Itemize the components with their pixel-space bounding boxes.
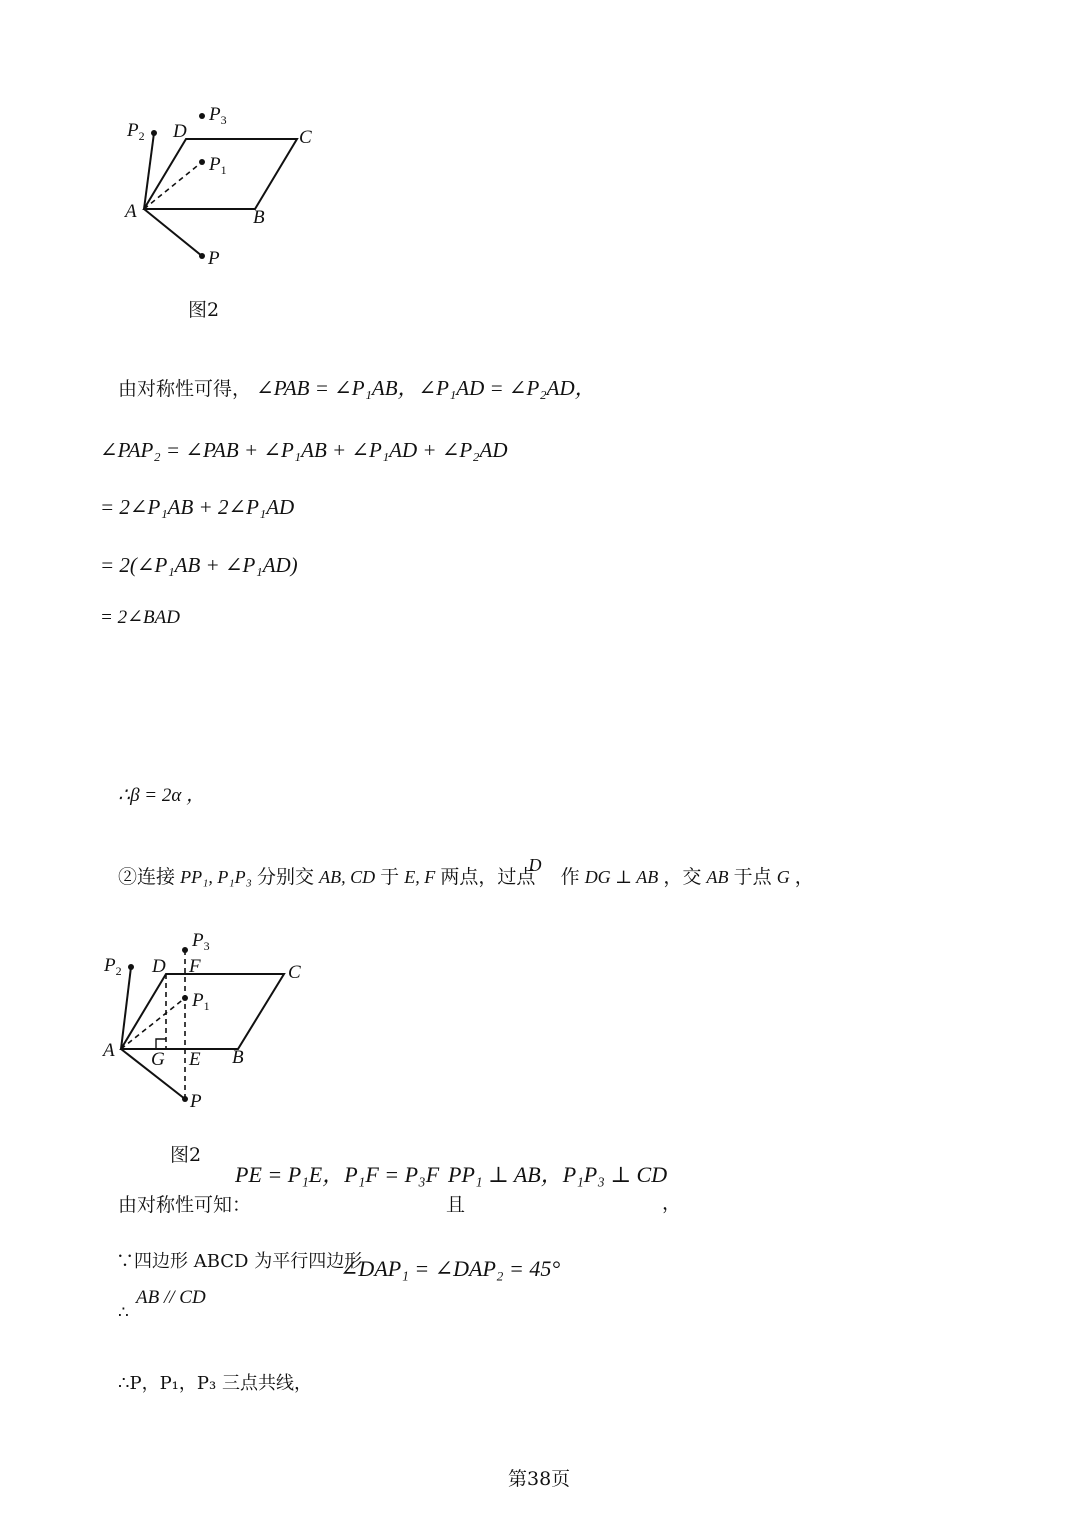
- symmetry-known-prefix: 由对称性可知：: [118, 1194, 252, 1216]
- label-c: C: [299, 127, 312, 148]
- label-d-2: D: [152, 956, 166, 977]
- construction-perpendicular: DG ⊥ AB: [584, 867, 659, 887]
- symmetry-line: [118, 372, 596, 402]
- point-p1: [199, 159, 205, 165]
- equation-step-4: = 2∠BAD: [100, 607, 180, 628]
- segment-ap: [144, 209, 202, 256]
- construction-points-ef: E, F: [404, 867, 436, 887]
- label-a-2: A: [103, 1040, 115, 1061]
- construction-text-o: ，: [794, 866, 814, 888]
- segment-ap1-dashed-2: [121, 998, 185, 1049]
- label-p3: $P_3$: [209, 104, 227, 127]
- label-p2-2: $P_2$: [104, 955, 122, 978]
- label-p1: $P_1$: [209, 154, 227, 177]
- label-f: F: [189, 956, 201, 977]
- point-p2-2: [128, 964, 134, 970]
- label-b: B: [253, 207, 265, 228]
- construction-text-m: 于点: [733, 866, 772, 888]
- construction-text-a: ②连接: [118, 866, 176, 888]
- symmetry-equation: ∠PAB = ∠P₁AB，∠P₁AD = ∠P₂AD，: [256, 376, 596, 400]
- conjunction-and: 且: [446, 1194, 466, 1216]
- point-p2: [151, 130, 157, 136]
- conclusion-beta: ∴β = 2α ，: [118, 785, 206, 806]
- parallel-statement: AB // CD: [136, 1287, 206, 1308]
- label-p3-2: $P_3$: [192, 930, 210, 953]
- perpendicular-relations: PP₁ ⊥ AB，P₁P₃ ⊥ CD: [448, 1162, 668, 1187]
- figure-caption-2: 图2: [170, 1144, 202, 1166]
- construction-point-d: D: [528, 855, 542, 875]
- construction-line: [118, 855, 814, 889]
- segment-ap2: [144, 133, 154, 209]
- label-e: E: [189, 1049, 201, 1070]
- symmetry-prefix: 由对称性可得，: [118, 378, 252, 400]
- equation-step-2: = 2∠P₁AB + 2∠P₁AD: [100, 495, 295, 519]
- construction-text-k: ，交: [663, 866, 702, 888]
- figure-caption-1: 图2: [188, 299, 220, 321]
- construction-ab: AB: [706, 867, 729, 887]
- label-p: P: [208, 248, 220, 269]
- point-p-2: [182, 1096, 188, 1102]
- point-p1-2: [182, 995, 188, 1001]
- symmetry-known-equations: PE = P₁E，P₁F = P₃F: [235, 1162, 440, 1187]
- label-g: G: [151, 1049, 165, 1070]
- point-p: [199, 253, 205, 259]
- right-angle-mark: [156, 1039, 166, 1049]
- label-c-2: C: [288, 962, 301, 983]
- comma-end: ，: [662, 1192, 682, 1214]
- page-number: 第38页: [508, 1468, 571, 1490]
- construction-segments: PP₁, P₁P₃: [180, 867, 252, 887]
- therefore-symbol: ∴: [118, 1303, 129, 1323]
- construction-text-i: 作: [560, 866, 580, 888]
- label-b-2: B: [232, 1047, 244, 1068]
- angle-sum-equation: ∠PAP₂ = ∠PAB + ∠P₁AB + ∠P₁AD + ∠P₂AD: [100, 438, 508, 462]
- parallelogram-diagram-2: [90, 925, 330, 1115]
- construction-lines: AB, CD: [319, 867, 376, 887]
- construction-point-g: G: [776, 867, 790, 887]
- label-p-2: P: [190, 1091, 202, 1112]
- label-p1-2: $P_1$: [192, 990, 210, 1013]
- label-a: A: [125, 201, 137, 222]
- parallelogram-statement: ∵四边形 ABCD 为平行四边形: [116, 1251, 363, 1272]
- construction-text-g: 两点，过点: [440, 866, 536, 888]
- label-p2: $P_2$: [127, 120, 145, 143]
- point-p3: [199, 113, 205, 119]
- segment-ap1-dashed: [144, 162, 202, 209]
- equation-step-3: = 2(∠P₁AB + ∠P₁AD): [100, 553, 298, 577]
- point-p3-2: [182, 947, 188, 953]
- collinear-conclusion: ∴P，P₁，P₃ 三点共线，: [118, 1373, 312, 1394]
- construction-text-e: 于: [380, 866, 400, 888]
- label-d: D: [173, 121, 187, 142]
- construction-text-c: 分别交: [256, 866, 314, 888]
- angle-45-equation: ∠DAP₁ = ∠DAP₂ = 45°: [340, 1256, 561, 1281]
